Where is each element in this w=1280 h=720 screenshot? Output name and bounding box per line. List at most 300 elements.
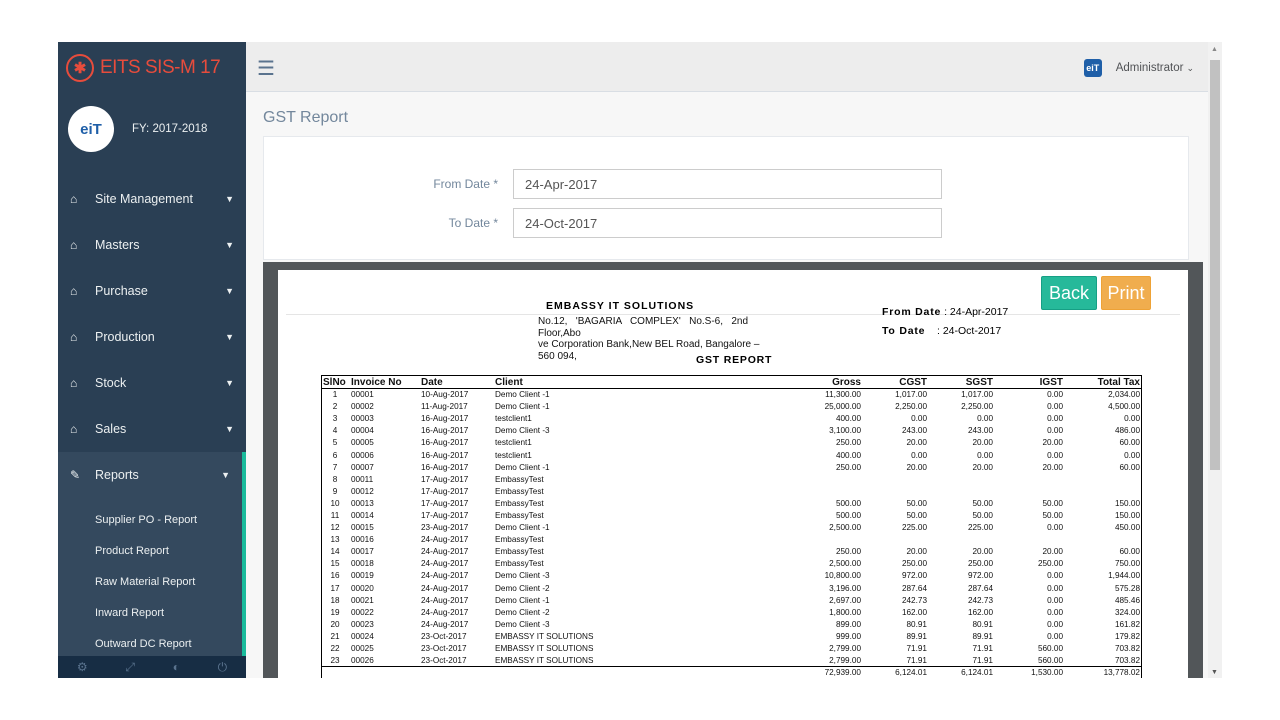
table-row xyxy=(321,630,1142,642)
sidebar-item-sales[interactable] xyxy=(58,406,246,452)
table-cell: 2,034.00 xyxy=(1108,390,1140,400)
table-cell: 00017 xyxy=(351,547,374,557)
scrollbar[interactable] xyxy=(1208,42,1222,678)
table-cell: 24-Aug-2017 xyxy=(421,619,469,629)
table-cell: Demo Client -2 xyxy=(495,607,550,617)
table-row xyxy=(321,558,1142,570)
table-cell: EmbassyTest xyxy=(495,486,544,496)
gst-table xyxy=(321,375,1142,678)
settings-icon[interactable]: ⚙ xyxy=(76,660,88,674)
table-cell: 17-Aug-2017 xyxy=(421,498,469,508)
table-cell: 1,017.00 xyxy=(961,390,993,400)
table-cell: 00025 xyxy=(351,644,374,654)
table-cell xyxy=(1065,534,1142,546)
total-cell xyxy=(321,667,349,678)
table-cell: 20.00 xyxy=(1042,462,1063,472)
submenu-item-outward-dc-report[interactable]: Outward DC Report xyxy=(95,637,192,650)
table-cell: 10,800.00 xyxy=(824,571,861,581)
menu-toggle-icon[interactable]: ☰ xyxy=(257,58,275,80)
total-cell: 6,124.01 xyxy=(929,667,995,678)
table-cell: 24-Aug-2017 xyxy=(421,571,469,581)
to-date-row xyxy=(264,208,1190,238)
table-cell: 3,196.00 xyxy=(829,583,861,593)
address-line: No.12, 'BAGARIA COMPLEX' No.S-6, 2nd xyxy=(538,316,749,327)
table-cell: 17-Aug-2017 xyxy=(421,474,469,484)
table-cell: 250.00 xyxy=(835,547,861,557)
table-cell: 1,944.00 xyxy=(1108,571,1140,581)
table-cell: 703.82 xyxy=(1114,644,1140,654)
table-cell: 50.00 xyxy=(906,510,927,520)
table-cell: 161.82 xyxy=(1114,619,1140,629)
table-cell: 0.00 xyxy=(1047,523,1063,533)
total-cell: 13,778.02 xyxy=(1065,667,1142,678)
table-row xyxy=(321,534,1142,546)
table-cell: 972.00 xyxy=(901,571,927,581)
submenu-item-raw-material-report[interactable]: Raw Material Report xyxy=(95,575,196,588)
table-cell: 20.00 xyxy=(906,547,927,557)
sidebar-item-site-management[interactable] xyxy=(58,176,246,222)
address-line: ve Corporation Bank,New BEL Road, Bangalore – xyxy=(538,339,760,350)
table-cell: 899.00 xyxy=(835,619,861,629)
table-cell xyxy=(995,473,1065,485)
from-date-row xyxy=(264,169,1190,199)
table-cell: 162.00 xyxy=(901,607,927,617)
table-cell: 0.00 xyxy=(1047,619,1063,629)
table-cell: 287.64 xyxy=(967,583,993,593)
table-cell: 560.00 xyxy=(1037,644,1063,654)
table-row xyxy=(321,413,1142,425)
table-cell: 00011 xyxy=(351,474,374,484)
table-cell: 0.00 xyxy=(1047,414,1063,424)
to-date-label: To Date * xyxy=(448,216,498,230)
table-cell: 20.00 xyxy=(972,462,993,472)
total-cell xyxy=(419,667,493,678)
table-row xyxy=(321,606,1142,618)
table-cell xyxy=(929,485,995,497)
total-cell xyxy=(493,667,793,678)
report-viewer xyxy=(263,262,1203,678)
home-icon: ⌂ xyxy=(70,238,78,252)
table-cell: 22 xyxy=(330,644,340,654)
fullscreen-icon[interactable]: ⤢ xyxy=(125,659,135,674)
table-cell: EmbassyTest xyxy=(495,498,544,508)
table-cell xyxy=(863,534,929,546)
table-row xyxy=(321,594,1142,606)
table-cell: 17 xyxy=(330,583,340,593)
sidebar xyxy=(58,42,246,678)
table-cell: 400.00 xyxy=(835,414,861,424)
table-cell: 225.00 xyxy=(901,523,927,533)
table-cell: 14 xyxy=(330,547,340,557)
table-cell xyxy=(863,485,929,497)
table-cell: 0.00 xyxy=(1047,607,1063,617)
table-cell: 500.00 xyxy=(835,498,861,508)
table-cell: 60.00 xyxy=(1119,438,1140,448)
sidebar-item-label: Stock xyxy=(95,376,127,390)
table-cell: 00022 xyxy=(351,607,374,617)
table-cell: 50.00 xyxy=(1042,510,1063,520)
table-cell: 2,799.00 xyxy=(829,644,861,654)
table-cell: 00023 xyxy=(351,619,374,629)
company-name: EMBASSY IT SOLUTIONS xyxy=(546,300,695,312)
table-cell: 71.91 xyxy=(972,644,993,654)
table-cell xyxy=(793,485,863,497)
chevron-down-icon: ▼ xyxy=(225,194,234,204)
profile xyxy=(58,94,246,164)
table-row xyxy=(321,655,1142,667)
table-cell: 23 xyxy=(330,655,340,665)
table-cell: 1,800.00 xyxy=(829,607,861,617)
table-cell: EMBASSY IT SOLUTIONS xyxy=(495,644,594,654)
sidebar-item-label: Purchase xyxy=(95,284,148,298)
table-cell: 71.91 xyxy=(972,655,993,665)
table-row xyxy=(321,389,1142,401)
table-cell: 750.00 xyxy=(1114,559,1140,569)
table-cell: 00013 xyxy=(351,498,374,508)
report-to-value: : 24-Oct-2017 xyxy=(937,325,1002,337)
back-button[interactable]: Back xyxy=(1041,276,1097,310)
table-cell: 250.00 xyxy=(835,438,861,448)
table-cell: 50.00 xyxy=(972,498,993,508)
table-cell: 24-Aug-2017 xyxy=(421,559,469,569)
table-cell: 150.00 xyxy=(1114,510,1140,520)
table-cell: 24-Aug-2017 xyxy=(421,535,469,545)
address-line: 560 094, xyxy=(538,350,577,362)
table-cell: Demo Client -1 xyxy=(495,402,550,412)
table-cell: 16-Aug-2017 xyxy=(421,426,469,436)
table-cell: 20.00 xyxy=(1042,438,1063,448)
table-cell xyxy=(995,534,1065,546)
submenu-item-inward-report[interactable]: Inward Report xyxy=(95,606,165,619)
fiscal-year: FY: 2017-2018 xyxy=(132,123,208,135)
table-cell: Demo Client -3 xyxy=(495,619,550,629)
table-cell: 24-Aug-2017 xyxy=(421,583,469,593)
table-cell: testclient1 xyxy=(495,414,532,424)
column-header: Client xyxy=(493,376,793,389)
table-cell: 0.00 xyxy=(977,414,993,424)
table-row xyxy=(321,425,1142,437)
column-header: Date xyxy=(419,376,493,389)
home-icon: ⌂ xyxy=(70,376,78,390)
table-row xyxy=(321,570,1142,582)
table-cell: 0.00 xyxy=(1124,450,1140,460)
app-name: EITS SIS-M 17 xyxy=(100,57,221,78)
sidebar-item-stock[interactable] xyxy=(58,360,246,406)
scroll-down-arrow-icon[interactable]: ▼ xyxy=(1211,669,1218,676)
table-cell: 23-Aug-2017 xyxy=(421,523,469,533)
table-cell: 00015 xyxy=(351,523,374,533)
table-cell: 0.00 xyxy=(1047,426,1063,436)
table-cell: 500.00 xyxy=(835,510,861,520)
table-cell: 11,300.00 xyxy=(825,390,861,400)
table-cell: 00005 xyxy=(351,438,374,448)
table-cell: 8 xyxy=(332,474,338,484)
table-cell: 17-Aug-2017 xyxy=(421,486,469,496)
table-cell: EMBASSY IT SOLUTIONS xyxy=(495,631,594,641)
table-cell: 16-Aug-2017 xyxy=(421,438,469,448)
table-cell: 50.00 xyxy=(906,498,927,508)
table-cell: 80.91 xyxy=(906,619,927,629)
table-cell: 225.00 xyxy=(967,523,993,533)
column-header: CGST xyxy=(863,376,929,389)
table-cell: 2,250.00 xyxy=(895,402,927,412)
column-header: Total Tax xyxy=(1065,376,1142,389)
table-cell: 162.00 xyxy=(967,607,993,617)
table-cell: EmbassyTest xyxy=(495,547,544,557)
column-header: IGST xyxy=(995,376,1065,389)
home-icon: ⌂ xyxy=(70,330,78,344)
table-cell: 1 xyxy=(332,390,338,400)
report-date-range xyxy=(882,306,1008,344)
table-cell: 10-Aug-2017 xyxy=(421,390,469,400)
table-cell: EMBASSY IT SOLUTIONS xyxy=(495,655,594,665)
table-cell: 20.00 xyxy=(972,438,993,448)
table-cell: 0.00 xyxy=(1047,402,1063,412)
table-cell: 15 xyxy=(330,559,340,569)
table-cell: 89.91 xyxy=(972,631,993,641)
table-row xyxy=(321,642,1142,654)
table-cell: 0.00 xyxy=(911,450,927,460)
sidebar-item-label: Site Management xyxy=(95,192,193,206)
table-cell: 89.91 xyxy=(906,631,927,641)
table-cell: 250.00 xyxy=(835,462,861,472)
table-cell: 0.00 xyxy=(1124,414,1140,424)
table-cell: 0.00 xyxy=(1047,571,1063,581)
report-from-label: From Date xyxy=(882,306,942,318)
table-cell: Demo Client -1 xyxy=(495,523,550,533)
brand-logo-icon: ✱ xyxy=(66,54,94,82)
table-cell: 16-Aug-2017 xyxy=(421,450,469,460)
page-title: GST Report xyxy=(263,109,349,126)
table-cell: 00006 xyxy=(351,450,374,460)
sidebar-item-reports[interactable] xyxy=(58,452,246,498)
sidebar-item-production[interactable] xyxy=(58,314,246,360)
sidebar-item-label: Reports xyxy=(95,468,139,482)
table-cell xyxy=(1065,485,1142,497)
table-cell: 25,000.00 xyxy=(824,402,861,412)
table-cell: 20.00 xyxy=(906,438,927,448)
address-line: Floor,Abo xyxy=(538,327,581,339)
table-cell: 400.00 xyxy=(835,450,861,460)
table-cell: 0.00 xyxy=(1047,631,1063,641)
chevron-down-icon: ▼ xyxy=(225,424,234,434)
top-navbar xyxy=(246,42,1208,92)
table-cell: 16-Aug-2017 xyxy=(421,414,469,424)
scroll-up-arrow-icon[interactable]: ▲ xyxy=(1211,46,1218,53)
table-row xyxy=(321,461,1142,473)
table-cell: 2,500.00 xyxy=(829,559,861,569)
eye-slash-icon[interactable]: ◐ xyxy=(172,660,180,674)
table-cell: 7 xyxy=(332,462,338,472)
home-icon: ⌂ xyxy=(70,422,78,436)
table-cell xyxy=(793,473,863,485)
table-cell: 243.00 xyxy=(967,426,993,436)
table-cell: 00003 xyxy=(351,414,374,424)
table-cell xyxy=(1065,473,1142,485)
table-cell: 50.00 xyxy=(1042,498,1063,508)
table-cell: 5 xyxy=(332,438,338,448)
table-cell xyxy=(929,534,995,546)
table-cell: 24-Aug-2017 xyxy=(421,595,469,605)
table-cell: 71.91 xyxy=(906,644,927,654)
avatar-logo: eiT xyxy=(80,120,102,138)
table-cell: 486.00 xyxy=(1114,426,1140,436)
table-row xyxy=(321,522,1142,534)
table-cell: 179.82 xyxy=(1114,631,1140,641)
chevron-down-icon: ▼ xyxy=(225,286,234,296)
report-page xyxy=(278,270,1188,678)
sidebar-item-label: Sales xyxy=(95,422,127,436)
table-cell: testclient1 xyxy=(495,450,532,460)
table-cell: 250.00 xyxy=(901,559,927,569)
scrollbar-thumb[interactable] xyxy=(1210,60,1220,470)
table-cell: 0.00 xyxy=(977,450,993,460)
table-cell: 0.00 xyxy=(1047,583,1063,593)
table-cell: 4,500.00 xyxy=(1108,402,1140,412)
table-cell: 24-Aug-2017 xyxy=(421,607,469,617)
table-cell: 2,697.00 xyxy=(829,595,861,605)
table-cell: 0.00 xyxy=(1047,595,1063,605)
table-cell: 4 xyxy=(332,426,338,436)
table-cell: Demo Client -3 xyxy=(495,571,550,581)
table-cell: 703.82 xyxy=(1114,655,1140,665)
table-cell: 3 xyxy=(332,414,338,424)
table-cell: 0.00 xyxy=(911,414,927,424)
gst-table-body xyxy=(321,389,1142,679)
table-cell: 560.00 xyxy=(1037,655,1063,665)
table-cell: 575.28 xyxy=(1114,583,1140,593)
table-cell: 71.91 xyxy=(906,655,927,665)
table-cell: 20 xyxy=(330,619,340,629)
table-cell: 0.00 xyxy=(1047,390,1063,400)
table-cell: 972.00 xyxy=(967,571,993,581)
table-cell: 11-Aug-2017 xyxy=(421,402,468,412)
sidebar-item-label: Production xyxy=(95,330,155,344)
table-cell: EmbassyTest xyxy=(495,510,544,520)
column-header: Gross xyxy=(793,376,863,389)
user-menu[interactable] xyxy=(1084,59,1194,77)
table-cell: 60.00 xyxy=(1119,547,1140,557)
table-row xyxy=(321,401,1142,413)
table-row xyxy=(321,449,1142,461)
table-row xyxy=(321,497,1142,509)
print-button[interactable]: Print xyxy=(1101,276,1151,310)
table-cell: 21 xyxy=(330,631,340,641)
table-cell: 23-Oct-2017 xyxy=(421,644,467,654)
edit-icon: ✎ xyxy=(70,468,81,482)
app-window xyxy=(58,42,1222,678)
table-cell: EmbassyTest xyxy=(495,474,544,484)
table-cell: 9 xyxy=(332,486,338,496)
table-cell: 23-Oct-2017 xyxy=(421,631,467,641)
table-cell: 00016 xyxy=(351,535,374,545)
chevron-down-icon: ▼ xyxy=(225,378,234,388)
table-cell: 250.00 xyxy=(1037,559,1063,569)
table-cell: 00018 xyxy=(351,559,374,569)
table-cell: 3,100.00 xyxy=(829,426,861,436)
from-date-input[interactable] xyxy=(513,169,942,199)
total-cell: 6,124.01 xyxy=(863,667,929,678)
table-cell: 2,500.00 xyxy=(829,523,861,533)
chevron-down-icon: ▼ xyxy=(225,332,234,342)
table-cell: 287.64 xyxy=(901,583,927,593)
table-row xyxy=(321,618,1142,630)
submenu-item-product-report[interactable]: Product Report xyxy=(95,544,169,557)
table-cell: 485.46 xyxy=(1114,595,1140,605)
table-cell: 242.73 xyxy=(901,595,927,605)
table-cell: 324.00 xyxy=(1114,607,1140,617)
table-row xyxy=(321,485,1142,497)
chevron-down-icon: ▼ xyxy=(225,240,234,250)
table-row xyxy=(321,509,1142,521)
table-cell: 13 xyxy=(330,535,340,545)
table-cell: 00020 xyxy=(351,583,374,593)
table-cell: Demo Client -2 xyxy=(495,583,550,593)
sidebar-item-label: Masters xyxy=(95,238,140,252)
table-cell: 16 xyxy=(330,571,340,581)
sidebar-menu xyxy=(58,176,246,659)
report-from-value: : 24-Apr-2017 xyxy=(944,306,1009,318)
sidebar-item-purchase[interactable] xyxy=(58,268,246,314)
table-cell: 999.00 xyxy=(835,631,861,641)
table-cell: 10 xyxy=(330,498,340,508)
table-cell: 19 xyxy=(330,607,340,617)
date-filter-panel xyxy=(263,136,1189,260)
report-to-label: To Date xyxy=(882,325,926,337)
table-cell xyxy=(929,473,995,485)
table-total-row xyxy=(321,667,1142,678)
column-header: Invoice No xyxy=(349,376,419,389)
company-block xyxy=(538,300,828,362)
submenu-item-supplier-po-report[interactable]: Supplier PO - Report xyxy=(95,513,198,526)
power-icon[interactable]: ⏻ xyxy=(217,659,228,674)
table-cell: 242.73 xyxy=(967,595,993,605)
chevron-down-icon: ▼ xyxy=(221,470,230,480)
main-content xyxy=(246,92,1208,678)
table-cell: 20.00 xyxy=(972,547,993,557)
table-cell: 60.00 xyxy=(1119,462,1140,472)
table-row xyxy=(321,582,1142,594)
chevron-down-icon: ⌄ xyxy=(1186,62,1194,73)
table-cell xyxy=(995,485,1065,497)
table-cell: 11 xyxy=(330,510,340,520)
home-icon: ⌂ xyxy=(70,192,78,206)
table-cell: 00026 xyxy=(351,655,374,665)
table-cell: 00007 xyxy=(351,462,374,472)
table-cell: 00014 xyxy=(351,510,374,520)
avatar xyxy=(68,106,114,152)
column-header: SGST xyxy=(929,376,995,389)
table-cell: testclient1 xyxy=(495,438,532,448)
table-cell: EmbassyTest xyxy=(495,535,544,545)
report-title: GST REPORT xyxy=(696,354,773,366)
table-cell: 250.00 xyxy=(967,559,993,569)
table-row xyxy=(321,473,1142,485)
table-cell: 80.91 xyxy=(972,619,993,629)
brand[interactable] xyxy=(58,42,246,94)
table-cell: 50.00 xyxy=(972,510,993,520)
table-cell: 2,799.00 xyxy=(829,655,861,665)
table-cell: 1,017.00 xyxy=(895,390,927,400)
table-cell: 00002 xyxy=(351,402,374,412)
table-cell: 450.00 xyxy=(1114,523,1140,533)
table-cell: Demo Client -1 xyxy=(495,390,550,400)
reports-submenu xyxy=(58,498,246,659)
sidebar-item-masters[interactable] xyxy=(58,222,246,268)
table-cell: EmbassyTest xyxy=(495,559,544,569)
to-date-input[interactable] xyxy=(513,208,942,238)
table-cell: 6 xyxy=(332,450,338,460)
